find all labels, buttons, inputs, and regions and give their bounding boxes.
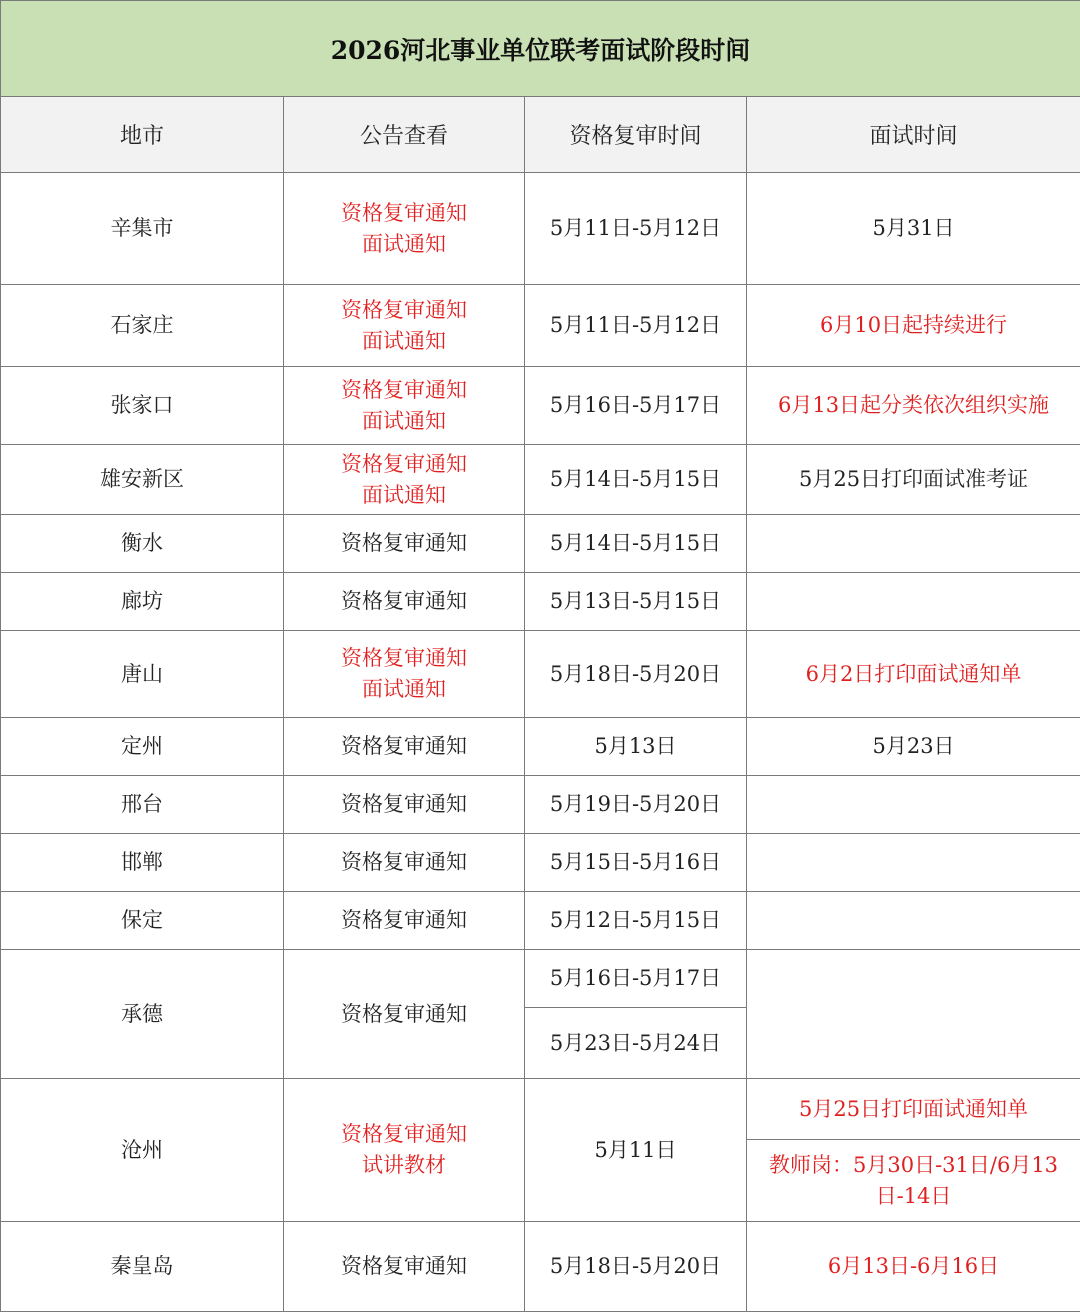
review-notice-link[interactable]: 资格复审通知 bbox=[341, 377, 467, 402]
notice-cell[interactable]: 资格复审通知 bbox=[284, 515, 525, 573]
table-row bbox=[1, 892, 1080, 950]
table-row bbox=[1, 367, 1080, 445]
table-row bbox=[1, 285, 1080, 367]
review-time-cell: 5月16日-5月17日 bbox=[525, 367, 747, 445]
review-notice-link[interactable]: 资格复审通知 bbox=[341, 451, 467, 476]
table-row bbox=[1, 173, 1080, 285]
table-row bbox=[1, 776, 1080, 834]
interview-time-cell: 5月23日 bbox=[747, 718, 1080, 776]
city-cell: 承德 bbox=[1, 950, 284, 1079]
city-cell: 雄安新区 bbox=[1, 445, 284, 515]
table-row bbox=[1, 950, 1080, 1008]
interview-time-cell: 5月31日 bbox=[747, 173, 1080, 285]
review-time-cell: 5月23日-5月24日 bbox=[525, 1008, 747, 1079]
teacher-interview-time-cell: 教师岗：5月30日-31日/6月13日-14日 bbox=[747, 1140, 1080, 1222]
interview-notice-link[interactable]: 面试通知 bbox=[362, 231, 446, 256]
review-time-cell: 5月12日-5月15日 bbox=[525, 892, 747, 950]
review-notice-link[interactable]: 资格复审通知 bbox=[341, 1122, 467, 1146]
review-time-cell: 5月14日-5月15日 bbox=[525, 515, 747, 573]
notice-cell bbox=[284, 445, 525, 515]
city-cell: 廊坊 bbox=[1, 573, 284, 631]
interview-time-cell bbox=[747, 892, 1080, 950]
interview-time-cell: 6月13日-6月16日 bbox=[747, 1222, 1080, 1312]
review-notice-link[interactable]: 资格复审通知 bbox=[341, 200, 467, 225]
city-cell: 辛集市 bbox=[1, 173, 284, 285]
table-row bbox=[1, 631, 1080, 718]
notice-cell bbox=[284, 367, 525, 445]
city-cell: 石家庄 bbox=[1, 285, 284, 367]
notice-cell bbox=[284, 285, 525, 367]
notice-cell[interactable]: 资格复审通知 bbox=[284, 573, 525, 631]
city-cell: 沧州 bbox=[1, 1079, 284, 1222]
interview-time-cell bbox=[747, 834, 1080, 892]
interview-time-cell: 6月13日起分类依次组织实施 bbox=[747, 367, 1080, 445]
notice-cell[interactable]: 资格复审通知 bbox=[284, 718, 525, 776]
table-row bbox=[1, 834, 1080, 892]
teaching-material-link[interactable]: 试讲教材 bbox=[362, 1153, 446, 1177]
notice-cell bbox=[284, 1079, 525, 1222]
review-time-cell: 5月19日-5月20日 bbox=[525, 776, 747, 834]
review-time-cell: 5月13日-5月15日 bbox=[525, 573, 747, 631]
review-notice-link[interactable]: 资格复审通知 bbox=[341, 646, 467, 670]
interview-time-cell bbox=[747, 776, 1080, 834]
city-cell: 邯郸 bbox=[1, 834, 284, 892]
interview-time-cell bbox=[747, 950, 1080, 1079]
interview-notice-link[interactable]: 面试通知 bbox=[362, 677, 446, 701]
table-row bbox=[1, 1222, 1080, 1312]
interview-time-cell bbox=[747, 573, 1080, 631]
interview-notice-link[interactable]: 面试通知 bbox=[362, 482, 446, 507]
column-header-interview-time: 面试时间 bbox=[747, 97, 1080, 173]
table-row bbox=[1, 573, 1080, 631]
review-time-cell: 5月11日 bbox=[525, 1079, 747, 1222]
notice-cell[interactable]: 资格复审通知 bbox=[284, 950, 525, 1079]
review-time-cell: 5月18日-5月20日 bbox=[525, 631, 747, 718]
table-row bbox=[1, 718, 1080, 776]
city-cell: 张家口 bbox=[1, 367, 284, 445]
city-cell: 定州 bbox=[1, 718, 284, 776]
table-row bbox=[1, 515, 1080, 573]
table-row bbox=[1, 445, 1080, 515]
column-header-review-time: 资格复审时间 bbox=[525, 97, 747, 173]
review-time-cell: 5月15日-5月16日 bbox=[525, 834, 747, 892]
notice-cell[interactable]: 资格复审通知 bbox=[284, 834, 525, 892]
review-time-cell: 5月13日 bbox=[525, 718, 747, 776]
interview-time-cell: 6月2日打印面试通知单 bbox=[747, 631, 1080, 718]
interview-time-cell: 6月10日起持续进行 bbox=[747, 285, 1080, 367]
notice-cell bbox=[284, 631, 525, 718]
interview-time-cell: 5月25日打印面试准考证 bbox=[747, 445, 1080, 515]
interview-notice-link[interactable]: 面试通知 bbox=[362, 408, 446, 433]
city-cell: 邢台 bbox=[1, 776, 284, 834]
interview-time-cell bbox=[747, 515, 1080, 573]
notice-cell[interactable]: 资格复审通知 bbox=[284, 892, 525, 950]
column-header-notice: 公告查看 bbox=[284, 97, 525, 173]
city-cell: 保定 bbox=[1, 892, 284, 950]
column-header-city: 地市 bbox=[1, 97, 284, 173]
notice-cell[interactable]: 资格复审通知 bbox=[284, 776, 525, 834]
page-title: 2026河北事业单位联考面试阶段时间 bbox=[1, 1, 1080, 97]
review-time-cell: 5月14日-5月15日 bbox=[525, 445, 747, 515]
review-time-cell: 5月18日-5月20日 bbox=[525, 1222, 747, 1312]
interview-notice-link[interactable]: 面试通知 bbox=[362, 328, 446, 353]
city-cell: 衡水 bbox=[1, 515, 284, 573]
review-time-cell: 5月16日-5月17日 bbox=[525, 950, 747, 1008]
notice-cell bbox=[284, 173, 525, 285]
city-cell: 唐山 bbox=[1, 631, 284, 718]
interview-time-cell: 5月25日打印面试通知单 bbox=[747, 1079, 1080, 1140]
review-notice-link[interactable]: 资格复审通知 bbox=[341, 297, 467, 322]
review-time-cell: 5月11日-5月12日 bbox=[525, 285, 747, 367]
city-cell: 秦皇岛 bbox=[1, 1222, 284, 1312]
review-time-cell: 5月11日-5月12日 bbox=[525, 173, 747, 285]
notice-cell[interactable]: 资格复审通知 bbox=[284, 1222, 525, 1312]
table-row bbox=[1, 1079, 1080, 1140]
